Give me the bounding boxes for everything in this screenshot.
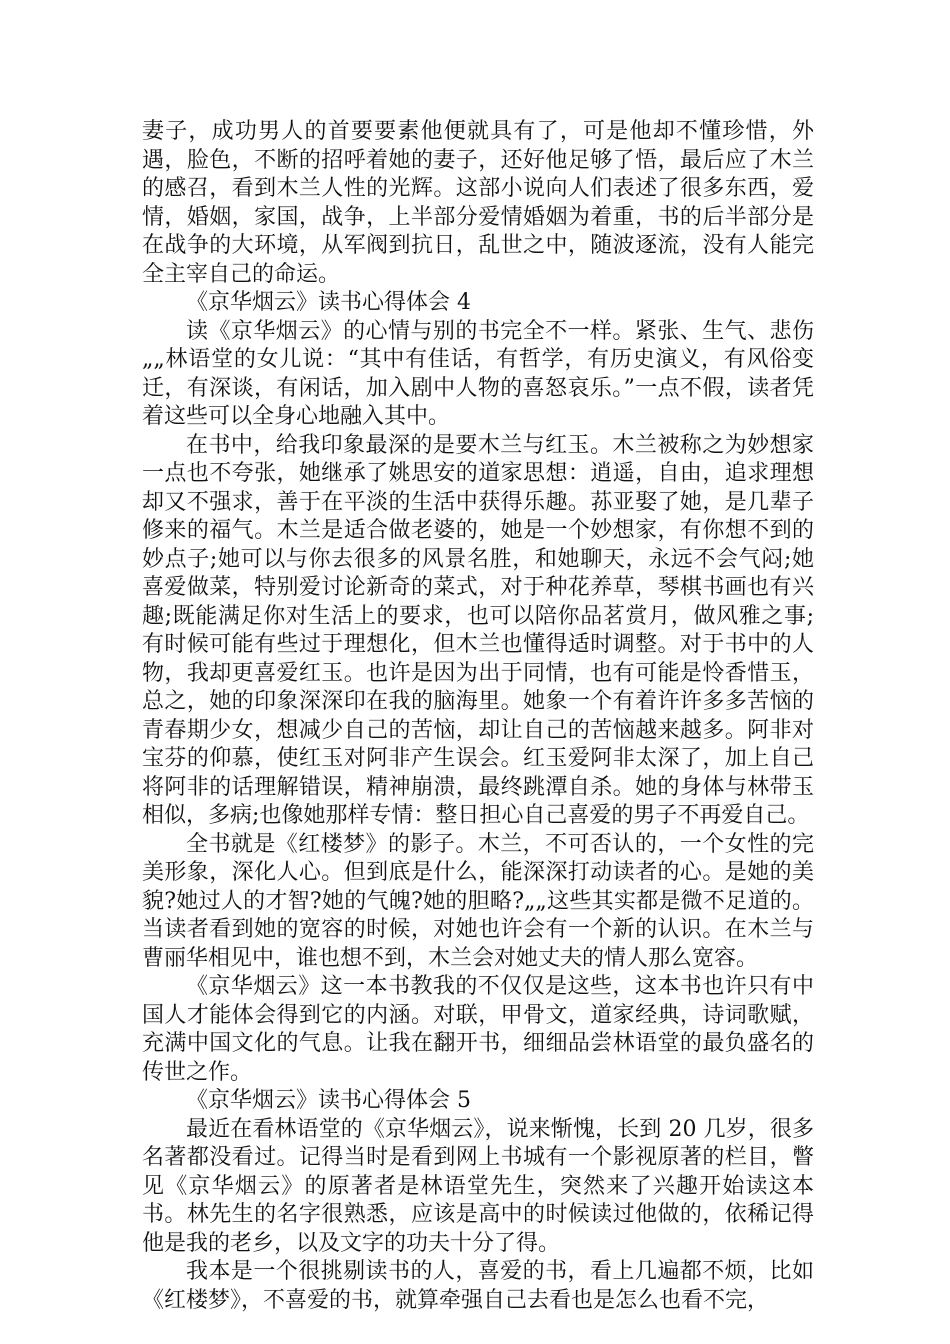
paragraph: 在书中，给我印象最深的是要木兰与红玉。木兰被称之为妙想家一点也不夸张，她继承了姚思安的道家思想：逍遥，自由，追求理想却又不强求，善于在平淡的生活中获得乐趣。荪亚娶了她，是几辈子修来的福气。木兰是适合做老婆的，她是一个妙想家，有你想不到的妙点子;她可以与你去很多的风景名胜，和她聊天，永远不会气闷;她喜爱做菜，特别爱讨论新奇的菜式，对于种花养草，琴棋书画也有兴趣;既能满足你对生活上的要求，也可以陪你品茗赏月，做风雅之事;有时候可能有些过于理想化，但木兰也懂得适时调整。对于书中的人物，我却更喜爱红玉。也许是因为出于同情，也有可能是怜香惜玉，总之，她的印象深深印在我的脑海里。她象一个有着许许多多苦恼的青春期少女，想减少自己的苦恼，却让自己的苦恼越来越多。阿非对宝芬的仰慕，使红玉对阿非产生误会。红玉爱阿非太深了，加上自己将阿非的话理解错误，精神崩溃，最终跳潭自杀。她的身体与林带玉相似，多病;也像她那样专情：整日担心自己喜爱的男子不再爱自己。: [142, 432, 814, 828]
section-heading-5: 《京华烟云》读书心得体会 5: [186, 1088, 471, 1113]
document-page: [142, 118, 814, 1315]
section-heading-4: 《京华烟云》读书心得体会 4: [186, 290, 471, 315]
paragraph: 最近在看林语堂的《京华烟云》，说来惭愧，长到 20 几岁，很多名著都没看过。记得当时是看到网上书城有一个影视原著的栏目，瞥见《京华烟云》的原著者是林语堂先生，突然来了兴趣开始读这本书。林先生的名字很熟悉，应该是高中的时候读过他做的，依稀记得他是我的老乡，以及文字的功夫十分了得。: [142, 1116, 814, 1256]
paragraph: 全书就是《红楼梦》的影子。木兰，不可否认的，一个女性的完美形象，深化人心。但到底是什么，能深深打动读者的心。是她的美貌?她过人的才智?她的气魄?她的胆略?„„这些其实都是微不足道的。当读者看到她的宽容的时候，对她也许会有一个新的认识。在木兰与曹丽华相见中，谁也想不到，木兰会对她丈夫的情人那么宽容。: [142, 831, 814, 971]
paragraph: 读《京华烟云》的心情与别的书完全不一样。紧张、生气、悲伤„„林语堂的女儿说：“其中有佳话，有哲学，有历史演义，有风俗变迁，有深谈，有闲话，加入剧中人物的喜怒哀乐。”一点不假，读者凭着这些可以全身心地融入其中。: [142, 318, 814, 429]
paragraph: 我本是一个很挑剔读书的人，喜爱的书，看上几遍都不烦，比如《红楼梦》，不喜爱的书，就算牵强自己去看也是怎么也看不完，: [142, 1259, 814, 1313]
paragraph: 《京华烟云》这一本书教我的不仅仅是这些，这本书也许只有中国人才能体会得到它的内涵。对联，甲骨文，道家经典，诗词歌赋，充满中国文化的气息。让我在翻开书，细细品尝林语堂的最负盛名的传世之作。: [142, 974, 814, 1085]
paragraph-continuation: 妻子，成功男人的首要要素他便就具有了，可是他却不懂珍惜，外遇，脸色，不断的招呼着她的妻子，还好他足够了悟，最后应了木兰的感召，看到木兰人性的光辉。这部小说向人们表述了很多东西，爱情，婚姻，家国，战争，上半部分爱情婚姻为着重，书的后半部分是在战争的大环境，从军阀到抗日，乱世之中，随波逐流，没有人能完全主宰自己的命运。: [142, 119, 814, 287]
